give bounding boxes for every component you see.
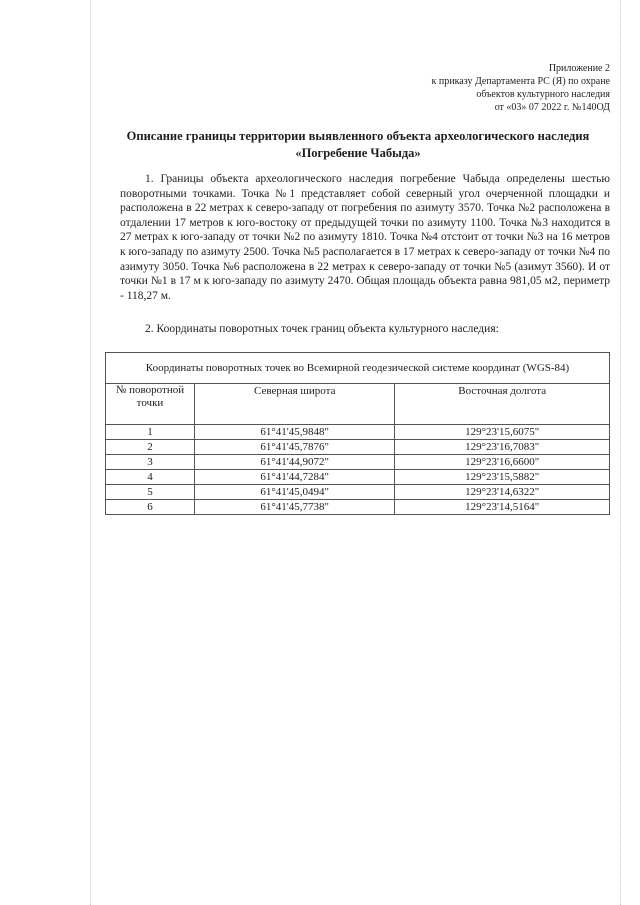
cell-latitude: 61°41'45,9848" — [195, 425, 395, 440]
cell-longitude: 129°23'14,5164" — [395, 500, 610, 515]
table-row — [106, 485, 610, 500]
cell-point-number: 1 — [106, 425, 195, 440]
scan-edge-left — [90, 0, 91, 905]
appendix-line-2: к приказу Департамента РС (Я) по охране — [431, 76, 610, 87]
scan-edge-right — [620, 0, 621, 905]
table-row — [106, 470, 610, 485]
table-caption: Координаты поворотных точек во Всемирной геодезической системе координат (WGS-84) — [106, 353, 610, 384]
cell-point-number: 6 — [106, 500, 195, 515]
appendix-line-4: от «03» 07 2022 г. №140ОД — [494, 102, 610, 113]
cell-point-number: 5 — [106, 485, 195, 500]
cell-longitude: 129°23'15,5882" — [395, 470, 610, 485]
table-row — [106, 440, 610, 455]
coordinates-intro-paragraph: 2. Координаты поворотных точек границ объекта культурного наследия: — [145, 323, 499, 335]
cell-latitude: 61°41'44,9072" — [195, 455, 395, 470]
table-row — [106, 500, 610, 515]
title-line-1: Описание границы территории выявленного объекта археологического наследия — [126, 129, 590, 143]
cell-latitude: 61°41'45,7876" — [195, 440, 395, 455]
header-point-number: № поворотной точки — [106, 384, 195, 425]
cell-latitude: 61°41'44,7284" — [195, 470, 395, 485]
document-title — [110, 128, 606, 162]
cell-latitude: 61°41'45,7738" — [195, 500, 395, 515]
boundary-description-paragraph: 1. Границы объекта археологического наследия погребение Чабыда определены шестью поворотными точками. Точка №1 представляет собой северный угол очерченной площадки и расположена в 22 метрах к северо-западу от погребения по азимуту 3570. Точка №2 расположена в отдалении 17 метров к юго-востоку от предыдущей точки по азимуту 1100. Точка №3 находится в 27 метрах к юго-западу от точки №2 по азимуту 1810. Точка №4 отстоит от точки №3 на 16 метров к юго-западу по азимуту 2500. Точка №5 располагается в 17 метрах к северо-западу от точки №4 по азимуту 3050. Точка №6 расположена в 22 метрах к северо-западу от точки №5 (азимут 3560). И от точки №1 в 17 м к юго-западу по азимуту 2470. Общая площадь объекта равна 981,05 м2, периметр - 118,27 м. — [120, 173, 610, 302]
table-row — [106, 425, 610, 440]
table-row — [106, 455, 610, 470]
cell-latitude: 61°41'45,0494" — [195, 485, 395, 500]
title-line-2: «Погребение Чабыда» — [295, 146, 421, 160]
cell-longitude: 129°23'15,6075" — [395, 425, 610, 440]
cell-point-number: 2 — [106, 440, 195, 455]
appendix-line-1: Приложение 2 — [548, 63, 610, 74]
appendix-line-3: объектов культурного наследия — [476, 89, 610, 100]
header-latitude: Северная широта — [195, 384, 395, 425]
header-longitude: Восточная долгота — [395, 384, 610, 425]
cell-longitude: 129°23'16,6600" — [395, 455, 610, 470]
cell-point-number: 3 — [106, 455, 195, 470]
cell-longitude: 129°23'16,7083" — [395, 440, 610, 455]
appendix-header — [350, 62, 610, 114]
cell-longitude: 129°23'14,6322" — [395, 485, 610, 500]
cell-point-number: 4 — [106, 470, 195, 485]
coordinates-table — [105, 352, 610, 515]
